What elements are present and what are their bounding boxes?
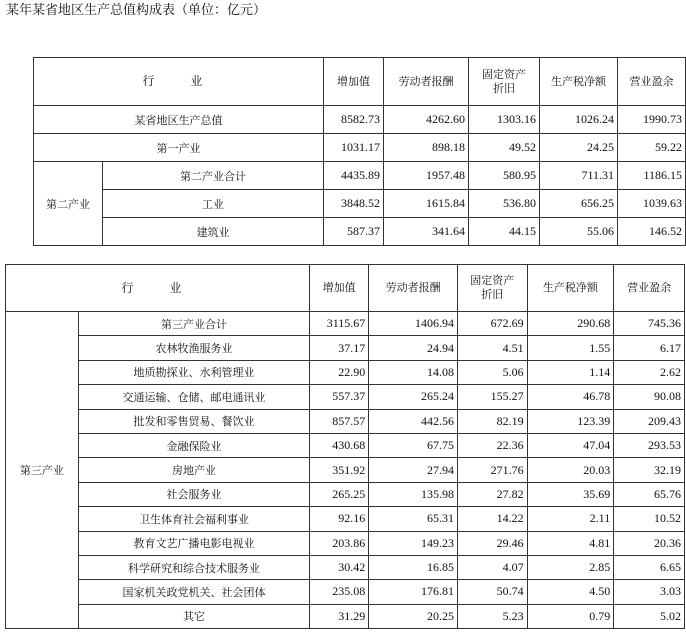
table-header-row xyxy=(34,58,686,106)
table-row xyxy=(34,190,686,218)
cell-tax: 290.68 xyxy=(527,312,614,336)
cell-tax: 55.06 xyxy=(540,218,618,246)
table-row xyxy=(6,336,685,360)
cell-depreciation: 1303.16 xyxy=(469,106,540,134)
cell-added-value: 203.86 xyxy=(310,531,369,555)
header-net-production-tax: 生产税净额 xyxy=(527,265,614,312)
table-row xyxy=(6,531,685,555)
cell-surplus: 5.02 xyxy=(614,604,685,628)
cell-labor: 898.18 xyxy=(384,134,469,162)
cell-labor: 65.31 xyxy=(369,507,458,531)
header-fixed-asset-depreciation: 固定资产 折旧 xyxy=(469,58,540,106)
cell-tax: 4.81 xyxy=(527,531,614,555)
row-label: 教育文艺广播电影电视业 xyxy=(78,531,309,555)
cell-surplus: 293.53 xyxy=(614,433,685,457)
header-industry: 行 业 xyxy=(6,265,310,312)
cell-depreciation: 5.23 xyxy=(457,604,527,628)
row-label: 批发和零售贸易、餐饮业 xyxy=(78,409,309,433)
header-net-production-tax: 生产税净额 xyxy=(540,58,618,106)
row-label: 地质勘探业、水利管理业 xyxy=(78,360,309,384)
cell-surplus: 59.22 xyxy=(618,134,686,162)
cell-tax: 1.55 xyxy=(527,336,614,360)
cell-labor: 1615.84 xyxy=(384,190,469,218)
cell-labor: 20.25 xyxy=(369,604,458,628)
header-operating-surplus: 营业盈余 xyxy=(618,58,686,106)
cell-tax: 2.85 xyxy=(527,555,614,579)
cell-added-value: 3115.67 xyxy=(310,312,369,336)
cell-labor: 176.81 xyxy=(369,580,458,604)
row-label: 农林牧渔服务业 xyxy=(78,336,309,360)
cell-added-value: 557.37 xyxy=(310,385,369,409)
cell-labor: 14.08 xyxy=(369,360,458,384)
cell-added-value: 265.25 xyxy=(310,482,369,506)
gdp-composition-table-2 xyxy=(5,264,685,629)
table-row xyxy=(6,385,685,409)
cell-surplus: 1039.63 xyxy=(618,190,686,218)
table-header-row xyxy=(6,265,685,312)
table-row xyxy=(34,134,686,162)
cell-added-value: 37.17 xyxy=(310,336,369,360)
row-label: 国家机关政党机关、社会团体 xyxy=(78,580,309,604)
cell-tax: 711.31 xyxy=(540,162,618,190)
cell-added-value: 30.42 xyxy=(310,555,369,579)
cell-added-value: 4435.89 xyxy=(324,162,384,190)
row-label: 金融保险业 xyxy=(78,433,309,457)
cell-surplus: 20.36 xyxy=(614,531,685,555)
cell-added-value: 857.57 xyxy=(310,409,369,433)
cell-depreciation: 271.76 xyxy=(457,458,527,482)
cell-labor: 149.23 xyxy=(369,531,458,555)
cell-tax: 656.25 xyxy=(540,190,618,218)
table-row xyxy=(6,312,685,336)
header-industry: 行 业 xyxy=(34,58,324,106)
cell-tax: 1.14 xyxy=(527,360,614,384)
table-row xyxy=(6,433,685,457)
cell-depreciation: 580.95 xyxy=(469,162,540,190)
group-label-tertiary-industry: 第三产业 xyxy=(6,312,79,629)
row-label: 科学研究和综合技术服务业 xyxy=(78,555,309,579)
row-label: 卫生体育社会福利事业 xyxy=(78,507,309,531)
cell-depreciation: 4.07 xyxy=(457,555,527,579)
cell-added-value: 430.68 xyxy=(310,433,369,457)
table-row xyxy=(6,580,685,604)
cell-tax: 0.79 xyxy=(527,604,614,628)
cell-tax: 35.69 xyxy=(527,482,614,506)
cell-depreciation: 22.36 xyxy=(457,433,527,457)
cell-surplus: 2.62 xyxy=(614,360,685,384)
cell-surplus: 6.17 xyxy=(614,336,685,360)
table-row xyxy=(6,482,685,506)
cell-tax: 24.25 xyxy=(540,134,618,162)
cell-added-value: 587.37 xyxy=(324,218,384,246)
cell-added-value: 92.16 xyxy=(310,507,369,531)
cell-depreciation: 14.22 xyxy=(457,507,527,531)
header-labor-compensation: 劳动者报酬 xyxy=(384,58,469,106)
table-row xyxy=(34,106,686,134)
cell-depreciation: 5.06 xyxy=(457,360,527,384)
row-label: 交通运输、仓储、邮电通讯业 xyxy=(78,385,309,409)
cell-labor: 1406.94 xyxy=(369,312,458,336)
cell-added-value: 1031.17 xyxy=(324,134,384,162)
row-label: 第一产业 xyxy=(34,134,324,162)
gdp-composition-table-1 xyxy=(33,57,686,246)
cell-surplus: 90.08 xyxy=(614,385,685,409)
cell-labor: 67.75 xyxy=(369,433,458,457)
cell-surplus: 3.03 xyxy=(614,580,685,604)
cell-surplus: 65.76 xyxy=(614,482,685,506)
row-label: 工业 xyxy=(103,190,324,218)
cell-tax: 4.50 xyxy=(527,580,614,604)
cell-tax: 123.39 xyxy=(527,409,614,433)
cell-labor: 1957.48 xyxy=(384,162,469,190)
row-label: 第三产业合计 xyxy=(78,312,309,336)
cell-added-value: 31.29 xyxy=(310,604,369,628)
cell-added-value: 235.08 xyxy=(310,580,369,604)
cell-surplus: 1990.73 xyxy=(618,106,686,134)
cell-depreciation: 155.27 xyxy=(457,385,527,409)
cell-labor: 16.85 xyxy=(369,555,458,579)
cell-added-value: 22.90 xyxy=(310,360,369,384)
cell-surplus: 10.52 xyxy=(614,507,685,531)
row-label: 其它 xyxy=(78,604,309,628)
cell-tax: 46.78 xyxy=(527,385,614,409)
cell-labor: 24.94 xyxy=(369,336,458,360)
cell-surplus: 32.19 xyxy=(614,458,685,482)
cell-depreciation: 82.19 xyxy=(457,409,527,433)
row-label: 社会服务业 xyxy=(78,482,309,506)
cell-surplus: 209.43 xyxy=(614,409,685,433)
cell-added-value: 351.92 xyxy=(310,458,369,482)
cell-tax: 47.04 xyxy=(527,433,614,457)
cell-depreciation: 29.46 xyxy=(457,531,527,555)
cell-depreciation: 44.15 xyxy=(469,218,540,246)
cell-labor: 4262.60 xyxy=(384,106,469,134)
cell-surplus: 146.52 xyxy=(618,218,686,246)
cell-depreciation: 536.80 xyxy=(469,190,540,218)
table-row xyxy=(6,458,685,482)
table-row xyxy=(34,218,686,246)
group-label-secondary-industry: 第二产业 xyxy=(34,162,103,246)
cell-depreciation: 49.52 xyxy=(469,134,540,162)
cell-depreciation: 672.69 xyxy=(457,312,527,336)
table-row xyxy=(6,409,685,433)
table-row xyxy=(34,162,686,190)
header-added-value: 增加值 xyxy=(310,265,369,312)
cell-added-value: 3848.52 xyxy=(324,190,384,218)
cell-tax: 2.11 xyxy=(527,507,614,531)
cell-tax: 1026.24 xyxy=(540,106,618,134)
header-operating-surplus: 营业盈余 xyxy=(614,265,685,312)
cell-labor: 265.24 xyxy=(369,385,458,409)
cell-added-value: 8582.73 xyxy=(324,106,384,134)
cell-surplus: 6.65 xyxy=(614,555,685,579)
cell-labor: 135.98 xyxy=(369,482,458,506)
table-row xyxy=(6,555,685,579)
table-row xyxy=(6,360,685,384)
table-row xyxy=(6,507,685,531)
cell-labor: 27.94 xyxy=(369,458,458,482)
table-row xyxy=(6,604,685,628)
row-label: 建筑业 xyxy=(103,218,324,246)
header-added-value: 增加值 xyxy=(324,58,384,106)
cell-surplus: 745.36 xyxy=(614,312,685,336)
header-fixed-asset-depreciation: 固定资产 折旧 xyxy=(457,265,527,312)
header-labor-compensation: 劳动者报酬 xyxy=(369,265,458,312)
cell-tax: 20.03 xyxy=(527,458,614,482)
cell-surplus: 1186.15 xyxy=(618,162,686,190)
cell-labor: 341.64 xyxy=(384,218,469,246)
page-title: 某年某省地区生产总值构成表（单位：亿元） xyxy=(6,3,267,18)
row-label: 第二产业合计 xyxy=(103,162,324,190)
cell-depreciation: 27.82 xyxy=(457,482,527,506)
row-label: 某省地区生产总值 xyxy=(34,106,324,134)
cell-labor: 442.56 xyxy=(369,409,458,433)
cell-depreciation: 4.51 xyxy=(457,336,527,360)
row-label: 房地产业 xyxy=(78,458,309,482)
cell-depreciation: 50.74 xyxy=(457,580,527,604)
